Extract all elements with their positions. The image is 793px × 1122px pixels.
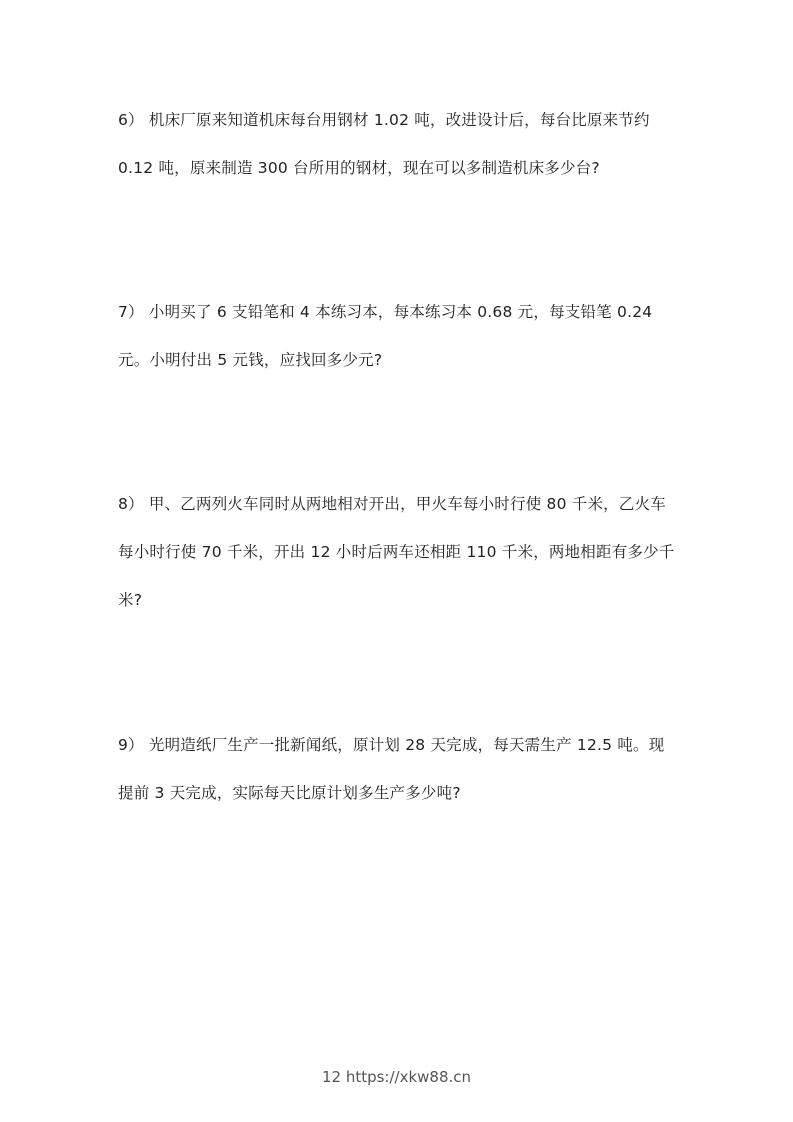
problem-9-line-1: 9） 光明造纸厂生产一批新闻纸，原计划 28 天完成，每天需生产 12.5 吨。现 — [118, 736, 665, 754]
problem-8-line-1: 8） 甲、乙两列火车同时从两地相对开出，甲火车每小时行使 80 千米，乙火车 — [118, 495, 666, 513]
page-footer: 12 https://xkw88.cn — [321, 1068, 472, 1086]
problem-7-line-1: 7） 小明买了 6 支铅笔和 4 本练习本，每本练习本 0.68 元，每支铅笔 0.24 — [118, 303, 653, 321]
problem-7-line-2: 元。小明付出 5 元钱，应找回多少元? — [118, 351, 383, 369]
problem-6-line-1: 6） 机床厂原来知道机床每台用钢材 1.02 吨，改进设计后，每台比原来节约 — [118, 111, 650, 129]
problem-9 — [118, 721, 678, 817]
problem-7 — [118, 288, 678, 384]
problem-8-line-2: 每小时行使 70 千米，开出 12 小时后两车还相距 110 千米，两地相距有多少千 — [118, 543, 675, 561]
problem-9-line-2: 提前 3 天完成，实际每天比原计划多生产多少吨? — [118, 784, 461, 802]
problem-6-line-2: 0.12 吨，原来制造 300 台所用的钢材，现在可以多制造机床多少台? — [118, 159, 600, 177]
problem-8 — [118, 480, 678, 624]
problem-8-line-3: 米? — [118, 591, 143, 609]
problem-6 — [118, 96, 678, 192]
